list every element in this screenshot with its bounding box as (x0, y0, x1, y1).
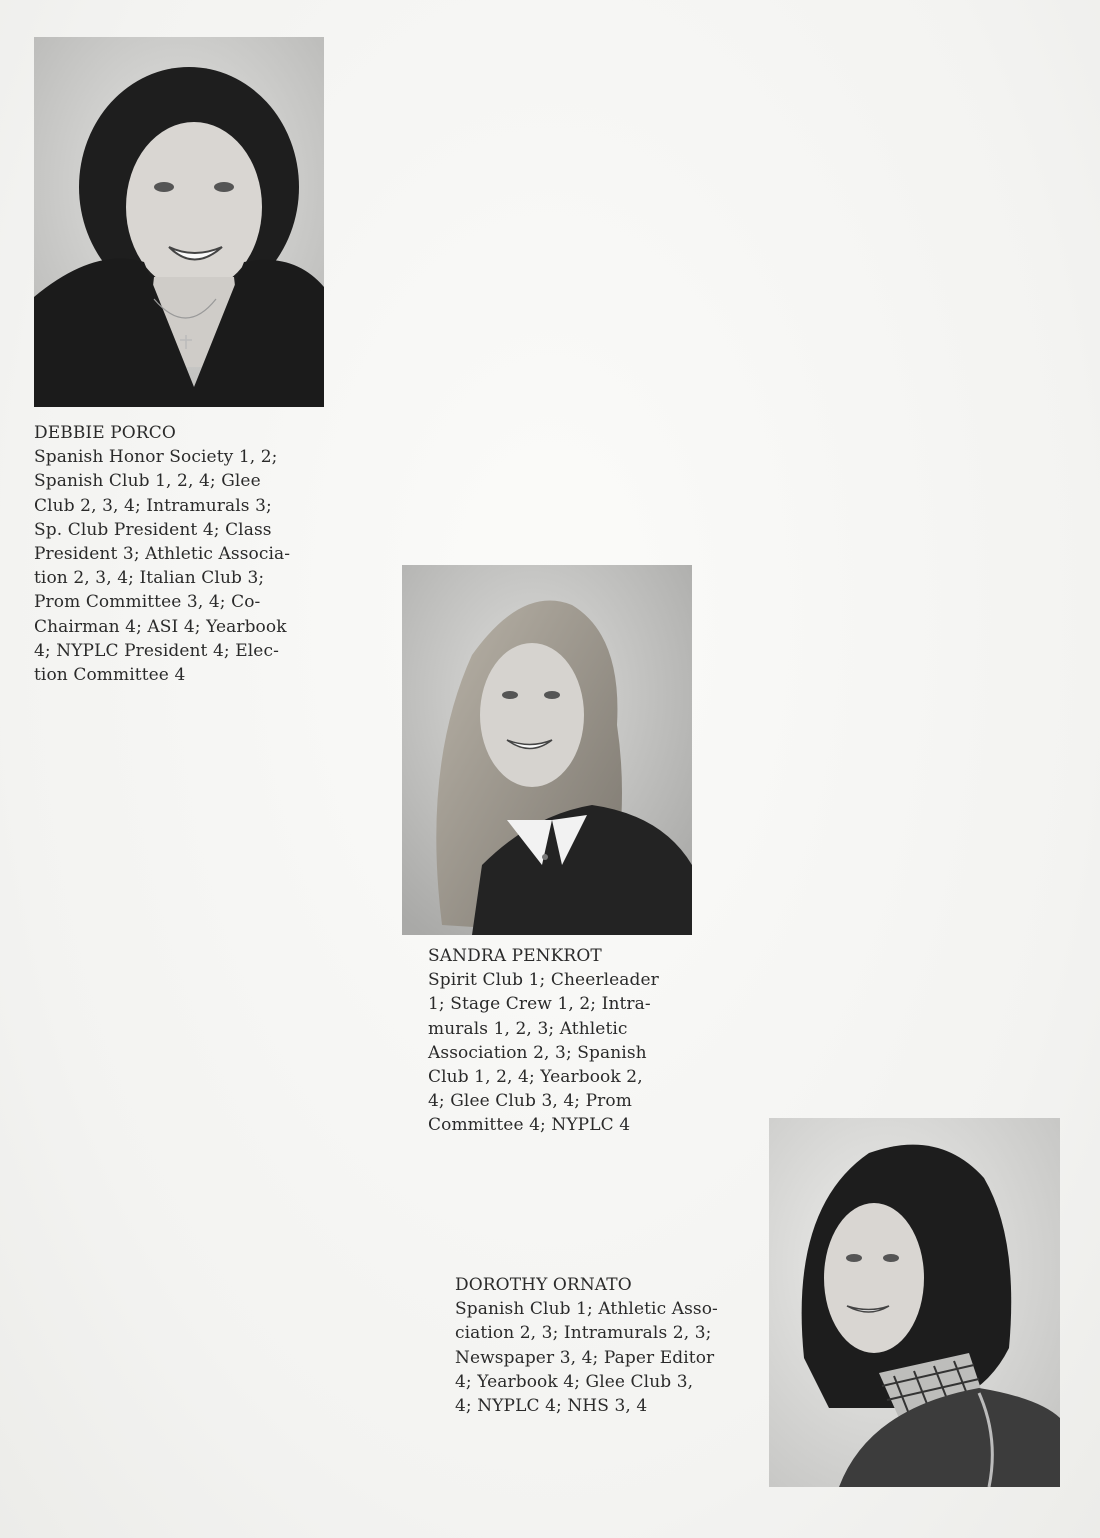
activity-line: 4; NYPLC President 4; Elec- (34, 640, 279, 661)
activity-line: Association 2, 3; Spanish (428, 1042, 647, 1063)
activity-line: 1; Stage Crew 1, 2; Intra- (428, 994, 651, 1015)
activity-line: Newspaper 3, 4; Paper Editor (455, 1347, 715, 1368)
student-name: SANDRA PENKROT (428, 946, 602, 966)
portrait-photo-sandra-penkrot (402, 565, 692, 935)
activity-line: tion Committee 4 (34, 665, 186, 686)
portrait-photo-icon (769, 1118, 1060, 1487)
portrait-photo-debbie-porco (34, 37, 324, 407)
activity-line: Committee 4; NYPLC 4 (428, 1115, 631, 1136)
portrait-photo-icon (34, 37, 324, 407)
caption-dorothy-ornato (455, 1273, 718, 1418)
activity-line: tion 2, 3, 4; Italian Club 3; (34, 568, 265, 589)
activity-line: murals 1, 2, 3; Athletic (428, 1018, 628, 1039)
activity-line: Club 2, 3, 4; Intramurals 3; (34, 495, 272, 516)
activity-line: Spirit Club 1; Cheerleader (428, 970, 659, 991)
activity-line: ciation 2, 3; Intramurals 2, 3; (455, 1323, 712, 1344)
activity-line: 4; Yearbook 4; Glee Club 3, (455, 1371, 694, 1392)
student-name: DOROTHY ORNATO (455, 1275, 632, 1295)
activity-line: President 3; Athletic Associa- (34, 544, 291, 565)
activity-line: Spanish Honor Society 1, 2; (34, 447, 278, 468)
activity-line: Sp. Club President 4; Class (34, 519, 272, 540)
portrait-photo-dorothy-ornato (769, 1118, 1060, 1487)
caption-debbie-porco (34, 421, 290, 687)
activity-line: 4; Glee Club 3, 4; Prom (428, 1091, 632, 1112)
activity-line: Spanish Club 1, 2, 4; Glee (34, 471, 261, 492)
student-name: DEBBIE PORCO (34, 423, 176, 443)
activity-line: Spanish Club 1; Athletic Asso- (455, 1299, 718, 1320)
activity-line: 4; NYPLC 4; NHS 3, 4 (455, 1396, 648, 1417)
activity-line: Prom Committee 3, 4; Co- (34, 592, 261, 613)
activity-line: Club 1, 2, 4; Yearbook 2, (428, 1067, 643, 1088)
caption-sandra-penkrot (428, 944, 659, 1138)
portrait-photo-icon (402, 565, 692, 935)
activity-line: Chairman 4; ASI 4; Yearbook (34, 616, 287, 637)
